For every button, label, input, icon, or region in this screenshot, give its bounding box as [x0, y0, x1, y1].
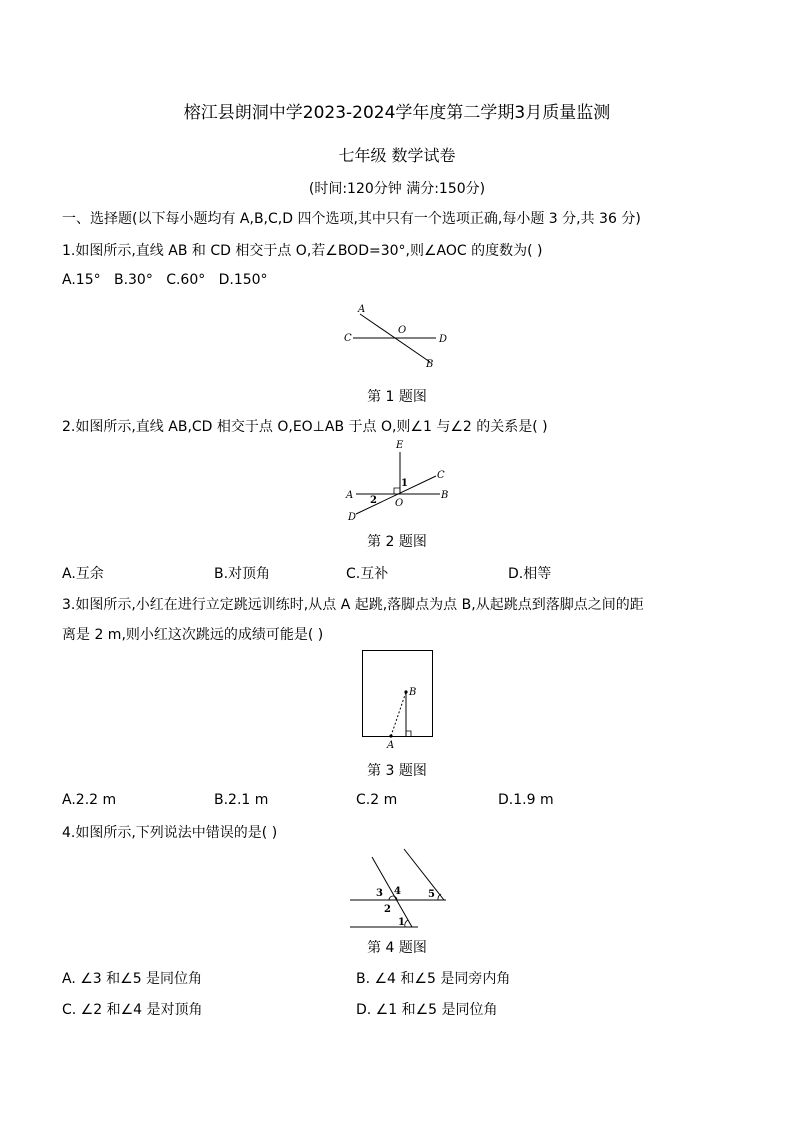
option-c: C.2 m	[356, 792, 398, 808]
dashed-segment-ab	[391, 692, 406, 736]
label-c: C	[437, 470, 445, 481]
option-d: D.150°	[218, 272, 268, 288]
label-angle-1: 1	[401, 478, 408, 489]
figure-4-caption: 第 4 题图	[367, 940, 427, 956]
question-3-stem-line-2: 离是 2 m,则小红这次跳远的成绩可能是( )	[62, 627, 324, 643]
figure-3-caption: 第 3 题图	[367, 763, 427, 779]
label-e: E	[396, 440, 404, 451]
label-angle-2: 2	[384, 904, 391, 915]
sandpit-outline	[363, 651, 433, 737]
label-b: B	[426, 359, 434, 370]
transversal-right	[404, 849, 444, 900]
question-2-stem: 2.如图所示,直线 AB,CD 相交于点 O,EO⊥AB 于点 O,则∠1 与∠2 的关系是( )	[62, 419, 548, 435]
label-a: A	[358, 304, 366, 315]
option-c: C.60°	[166, 272, 206, 288]
label-angle-3: 3	[376, 888, 383, 899]
section-heading: 一、选择题(以下每小题均有 A,B,C,D 四个选项,其中只有一个选项正确,每小题 3 分,共 36 分)	[62, 211, 641, 227]
label-c: C	[344, 333, 352, 344]
label-angle-5: 5	[428, 889, 435, 900]
label-o: O	[398, 325, 407, 336]
option-d: D.1.9 m	[498, 792, 554, 808]
label-d: D	[439, 334, 448, 345]
label-o: O	[395, 498, 404, 509]
exam-subtitle: 七年级 数学试卷	[338, 146, 456, 165]
question-4-option-b: B. ∠4 和∠5 是同旁内角	[356, 971, 511, 987]
label-angle-4: 4	[394, 886, 401, 897]
figure-2-caption: 第 2 题图	[367, 534, 427, 550]
right-angle-mark	[406, 731, 411, 736]
figure-3	[360, 649, 436, 753]
question-4-stem: 4.如图所示,下列说法中错误的是( )	[62, 825, 278, 841]
question-2-options	[62, 563, 662, 583]
label-a: A	[346, 490, 354, 501]
question-1-stem: 1.如图所示,直线 AB 和 CD 相交于点 O,若∠BOD=30°,则∠AOC 的度数为( )	[62, 243, 543, 259]
label-angle-1: 1	[398, 917, 405, 928]
figure-1	[338, 300, 458, 372]
option-c: C.互补	[346, 566, 389, 582]
figure-2	[340, 440, 460, 522]
option-a: A.互余	[62, 566, 104, 582]
point-b	[404, 690, 407, 693]
label-angle-2: 2	[370, 495, 377, 506]
option-b: B.对顶角	[214, 566, 271, 582]
question-3-options	[62, 792, 682, 812]
option-a: A.2.2 m	[62, 792, 117, 808]
point-a	[389, 734, 392, 737]
question-4-option-c: C. ∠2 和∠4 是对顶角	[62, 1002, 203, 1018]
option-d: D.相等	[508, 566, 552, 582]
exam-meta: (时间:120分钟 满分:150分)	[308, 181, 486, 197]
exam-title: 榕江县朗洞中学2023-2024学年度第二学期3月质量监测	[183, 103, 611, 123]
angle-arc-1	[405, 920, 408, 927]
figure-1-caption: 第 1 题图	[367, 389, 427, 405]
label-b: B	[441, 490, 449, 501]
question-3-stem-line-1: 3.如图所示,小红在进行立定跳远训练时,从点 A 起跳,落脚点为点 B,从起跳点到落脚点之间的距	[62, 597, 644, 613]
label-b: B	[409, 687, 417, 698]
option-b: B.2.1 m	[214, 792, 269, 808]
question-4-option-d: D. ∠1 和∠5 是同位角	[356, 1002, 498, 1018]
option-b: B.30°	[113, 272, 153, 288]
option-a: A.15°	[62, 272, 101, 288]
label-a: A	[387, 740, 395, 751]
label-d: D	[348, 512, 357, 522]
question-4-option-a: A. ∠3 和∠5 是同位角	[62, 971, 203, 987]
figure-4	[346, 845, 450, 931]
question-1-options	[62, 272, 268, 288]
